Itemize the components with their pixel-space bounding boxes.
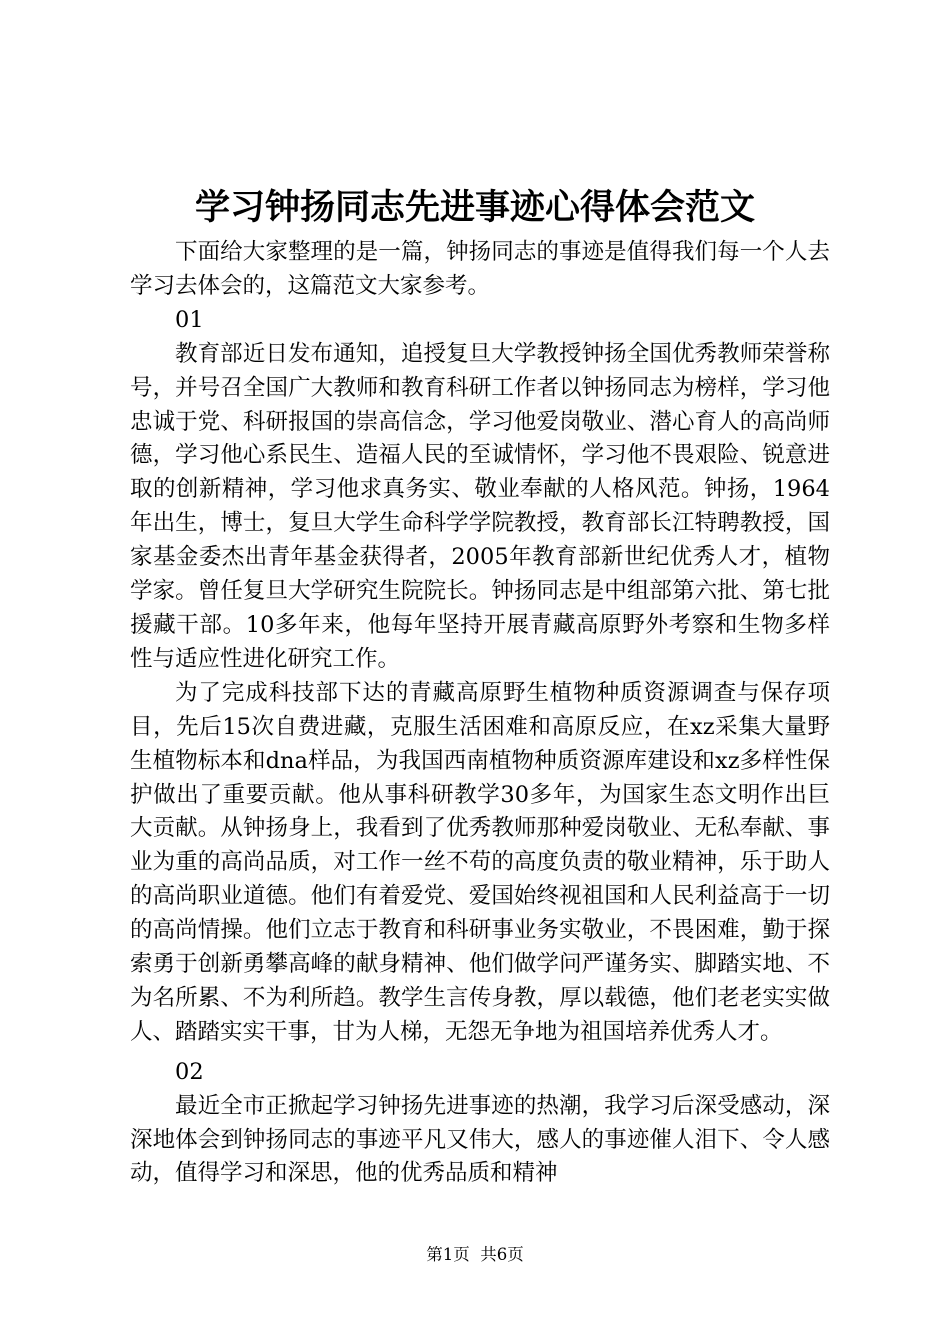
document-title: 学习钟扬同志先进事迹心得体会范文 [194,187,755,228]
section2-paragraph-1: 最近全市正掀起学习钟扬先进事迹的热潮，我学习后深受感动，深深地体会到钟扬同志的事迹平凡又伟大，感人的事迹催人泪下、令人感动，值得学习和深思，他的优秀品质和精神 [130,1092,830,1187]
document-body [130,236,830,1191]
section-number-01: 01 [175,306,204,333]
intro-paragraph: 下面给大家整理的是一篇，钟扬同志的事迹是值得我们每一个人去学习去体会的，这篇范文大家参考。 [130,239,830,299]
section1-paragraph-1: 教育部近日发布通知，追授复旦大学教授钟扬全国优秀教师荣誉称号，并号召全国广大教师和教育科研工作者以钟扬同志为榜样，学习他忠诚于党、科研报国的崇高信念，学习他爱岗敬业、潜心育人的高尚师德，学习他心系民生、造福人民的至诚情怀，学习他不畏艰险、锐意进取的创新精神，学习他求真务实、敬业奉献的人格风范。钟扬，1964年出生，博士，复旦大学生命科学学院教授，教育部长江特聘教授，国家基金委杰出青年基金获得者，2005年教育部新世纪优秀人才，植物学家。曾任复旦大学研究生院院长。钟扬同志是中组部第六批、第七批援藏干部。10多年来，他每年坚持开展青藏高原野外考察和生物多样性与适应性进化研究工作。 [130,340,830,672]
section-number-02: 02 [175,1058,204,1085]
section1-paragraph-2: 为了完成科技部下达的青藏高原野生植物种质资源调查与保存项目，先后15次自费进藏，克服生活困难和高原反应，在xz采集大量野生植物标本和dna样品，为我国西南植物种质资源库建设和xz多样性保护做出了重要贡献。他从事科研教学30多年，为国家生态文明作出巨大贡献。从钟扬身上，我看到了优秀教师那种爱岗敬业、无私奉献、事业为重的高尚品质，对工作一丝不苟的高度负责的敬业精神，乐于助人的高尚职业道德。他们有着爱党、爱国始终视祖国和人民利益高于一切的高尚情操。他们立志于教育和科研事业务实敬业，不畏困难，勤于探索勇于创新勇攀高峰的献身精神、他们做学问严谨务实、脚踏实地、不为名所累、不为利所趋。教学生言传身教，厚以载德，他们老老实实做人、踏踏实实干事，甘为人梯，无怨无争地为祖国培养优秀人才。 [130,679,830,1045]
page-footer: 第1页 共6页 [426,1245,524,1264]
